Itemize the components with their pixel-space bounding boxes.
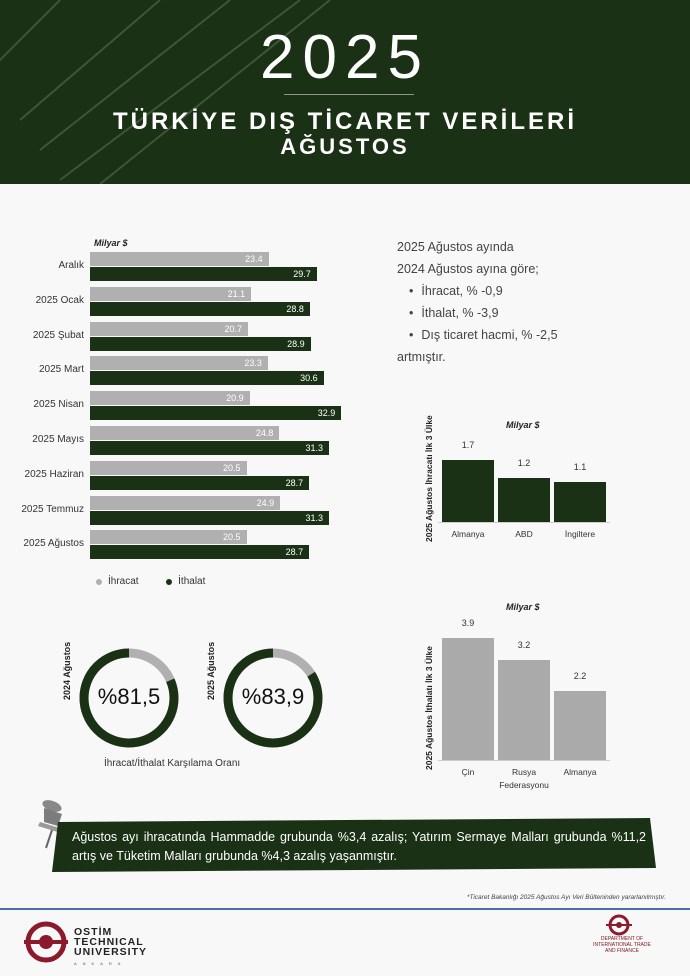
bar-value-label: 30.6 xyxy=(300,373,318,384)
bar-value-label: 28.8 xyxy=(286,303,304,314)
bar-category-label: 2025 Ağustos xyxy=(23,538,84,550)
legend-export-swatch xyxy=(96,579,102,585)
bar-value-label: 28.7 xyxy=(285,547,304,558)
bar-row xyxy=(0,285,360,319)
bar-value-label: 23.3 xyxy=(244,358,262,369)
source-footnote: *Ticaret Bakanlığı 2025 Ağustos Ayı Veri Bülteninden yararlanılmıştır. xyxy=(466,894,666,901)
bar-value-label: 24.9 xyxy=(256,497,275,508)
trade-bar-chart xyxy=(0,250,360,580)
bar-row xyxy=(0,354,360,388)
bar-value-label: 32.9 xyxy=(317,408,336,419)
dept-line: INTERNATIONAL TRADE xyxy=(593,942,651,948)
ratio-year-label: 2024 Ağustos xyxy=(62,641,72,700)
bar-chart-unit: Milyar $ xyxy=(94,238,128,248)
summary-line: artmıştır. xyxy=(397,350,446,364)
bar-category-label: 2025 Temmuz xyxy=(21,503,84,515)
summary-text xyxy=(397,236,558,368)
divider xyxy=(284,94,414,95)
export-column-chart xyxy=(438,440,610,550)
bar-category-label: 2025 Ocak xyxy=(35,294,84,306)
column-bar xyxy=(498,660,550,760)
bar-value-label: 21.1 xyxy=(227,288,246,299)
footer-divider xyxy=(0,908,690,910)
bar-value-label: 24.8 xyxy=(255,428,274,438)
ratio-title: İhracat/İthalat Karşılama Oranı xyxy=(104,758,241,769)
column-value-label: 1.1 xyxy=(573,461,587,472)
bar-category-label: 2025 Şubat xyxy=(32,329,84,341)
logo-line: TECHNICAL xyxy=(74,936,144,948)
column-category-label: ABD xyxy=(515,529,533,539)
column-value-label: 1.2 xyxy=(517,458,531,469)
department-logo-icon xyxy=(604,912,634,938)
bar-row xyxy=(0,389,360,423)
bar-category-label: 2025 Mayıs xyxy=(32,434,84,445)
university-logo-icon xyxy=(24,920,68,964)
bar-value-label: 31.3 xyxy=(305,512,324,523)
column-category-label: İngiltere xyxy=(564,529,596,539)
bar-row xyxy=(0,494,360,528)
bar-value-label: 20.5 xyxy=(223,532,241,543)
legend-import-swatch xyxy=(166,579,172,585)
import-column-chart xyxy=(438,618,610,800)
bar-chart-legend xyxy=(96,576,205,587)
column-category-label: Almanya xyxy=(563,767,597,777)
page-year: 2025 xyxy=(260,23,430,92)
page-subtitle: AĞUSTOS xyxy=(280,134,410,159)
bar-value-label: 20.7 xyxy=(224,323,243,334)
bar-value-label: 20.5 xyxy=(223,462,241,473)
axis-line xyxy=(438,760,610,761)
bar-value-label: 28.7 xyxy=(285,477,304,488)
bar-category-label: 2025 Mart xyxy=(38,364,84,376)
summary-item: • İhracat, % -0,9 xyxy=(409,280,558,302)
summary-item: • Dış ticaret hacmi, % -2,5 xyxy=(409,324,558,346)
bar-value-label: 20.9 xyxy=(226,393,244,404)
bar-category-label: Aralık xyxy=(58,260,84,271)
column-value-label: 2.2 xyxy=(573,671,587,682)
header-banner xyxy=(0,0,690,184)
column-bar xyxy=(498,478,550,522)
column-category-label: Almanya xyxy=(451,529,485,539)
export-chart-unit: Milyar $ xyxy=(506,420,540,430)
university-name xyxy=(74,927,147,957)
highlight-note: Ağustos ayı ihracatında Hammadde grubunda %3,4 azalış; Yatırım Sermaye Malları grubunda %11,2 artış ve Tüketim Malları grubunda %4,3 azalış yaşanmıştır. xyxy=(72,830,646,863)
department-name xyxy=(588,936,656,954)
column-category-label: Rusya Federasyonu xyxy=(499,767,549,790)
ratio-value: %83,9 xyxy=(241,684,305,709)
logo-line: UNIVERSITY xyxy=(74,946,148,958)
column-category-label: Çin xyxy=(461,767,475,777)
import-chart-unit: Milyar $ xyxy=(506,602,540,612)
dept-line: DEPARTMENT OF xyxy=(600,936,644,942)
bar-category-label: 2025 Haziran xyxy=(24,468,84,480)
bar-row xyxy=(0,320,360,354)
axis-line xyxy=(438,522,610,523)
dept-line: AND FINANCE xyxy=(605,948,639,954)
column-bar xyxy=(442,638,494,760)
bar-value-label: 31.3 xyxy=(305,443,324,453)
summary-line: 2024 Ağustos ayına göre; xyxy=(397,262,539,276)
bar-category-label: 2025 Nisan xyxy=(33,399,84,411)
export-chart-axis-title: 2025 Ağustos İhracatı İlk 3 Ülke xyxy=(424,415,434,542)
ratio-value: %81,5 xyxy=(97,684,161,709)
bar-row xyxy=(0,424,360,458)
page-title: TÜRKİYE DIŞ TİCARET VERİLERİ xyxy=(112,108,578,135)
bar-value-label: 28.9 xyxy=(287,338,305,349)
legend-export-label: İhracat xyxy=(108,576,139,587)
logo-line: OSTİM xyxy=(74,926,113,938)
summary-item: • İthalat, % -3,9 xyxy=(409,302,558,324)
bar-value-label: 29.7 xyxy=(293,269,311,279)
column-bar xyxy=(442,460,494,522)
ratio-year-label: 2025 Ağustos xyxy=(206,641,216,700)
column-bar xyxy=(554,482,606,522)
university-city: ANKARA xyxy=(74,961,127,966)
bar-row xyxy=(0,528,360,562)
column-value-label: 3.2 xyxy=(517,639,531,650)
summary-line: 2025 Ağustos ayında xyxy=(397,240,514,254)
column-value-label: 3.9 xyxy=(461,618,475,628)
bar-value-label: 23.4 xyxy=(245,254,263,264)
legend-import-label: İthalat xyxy=(178,576,206,587)
bar-row xyxy=(0,459,360,493)
column-bar xyxy=(554,691,606,760)
bar-row xyxy=(0,250,360,284)
column-value-label: 1.7 xyxy=(461,440,475,450)
import-chart-axis-title: 2025 Ağustos İthalatı İlk 3 Ülke xyxy=(424,646,434,770)
